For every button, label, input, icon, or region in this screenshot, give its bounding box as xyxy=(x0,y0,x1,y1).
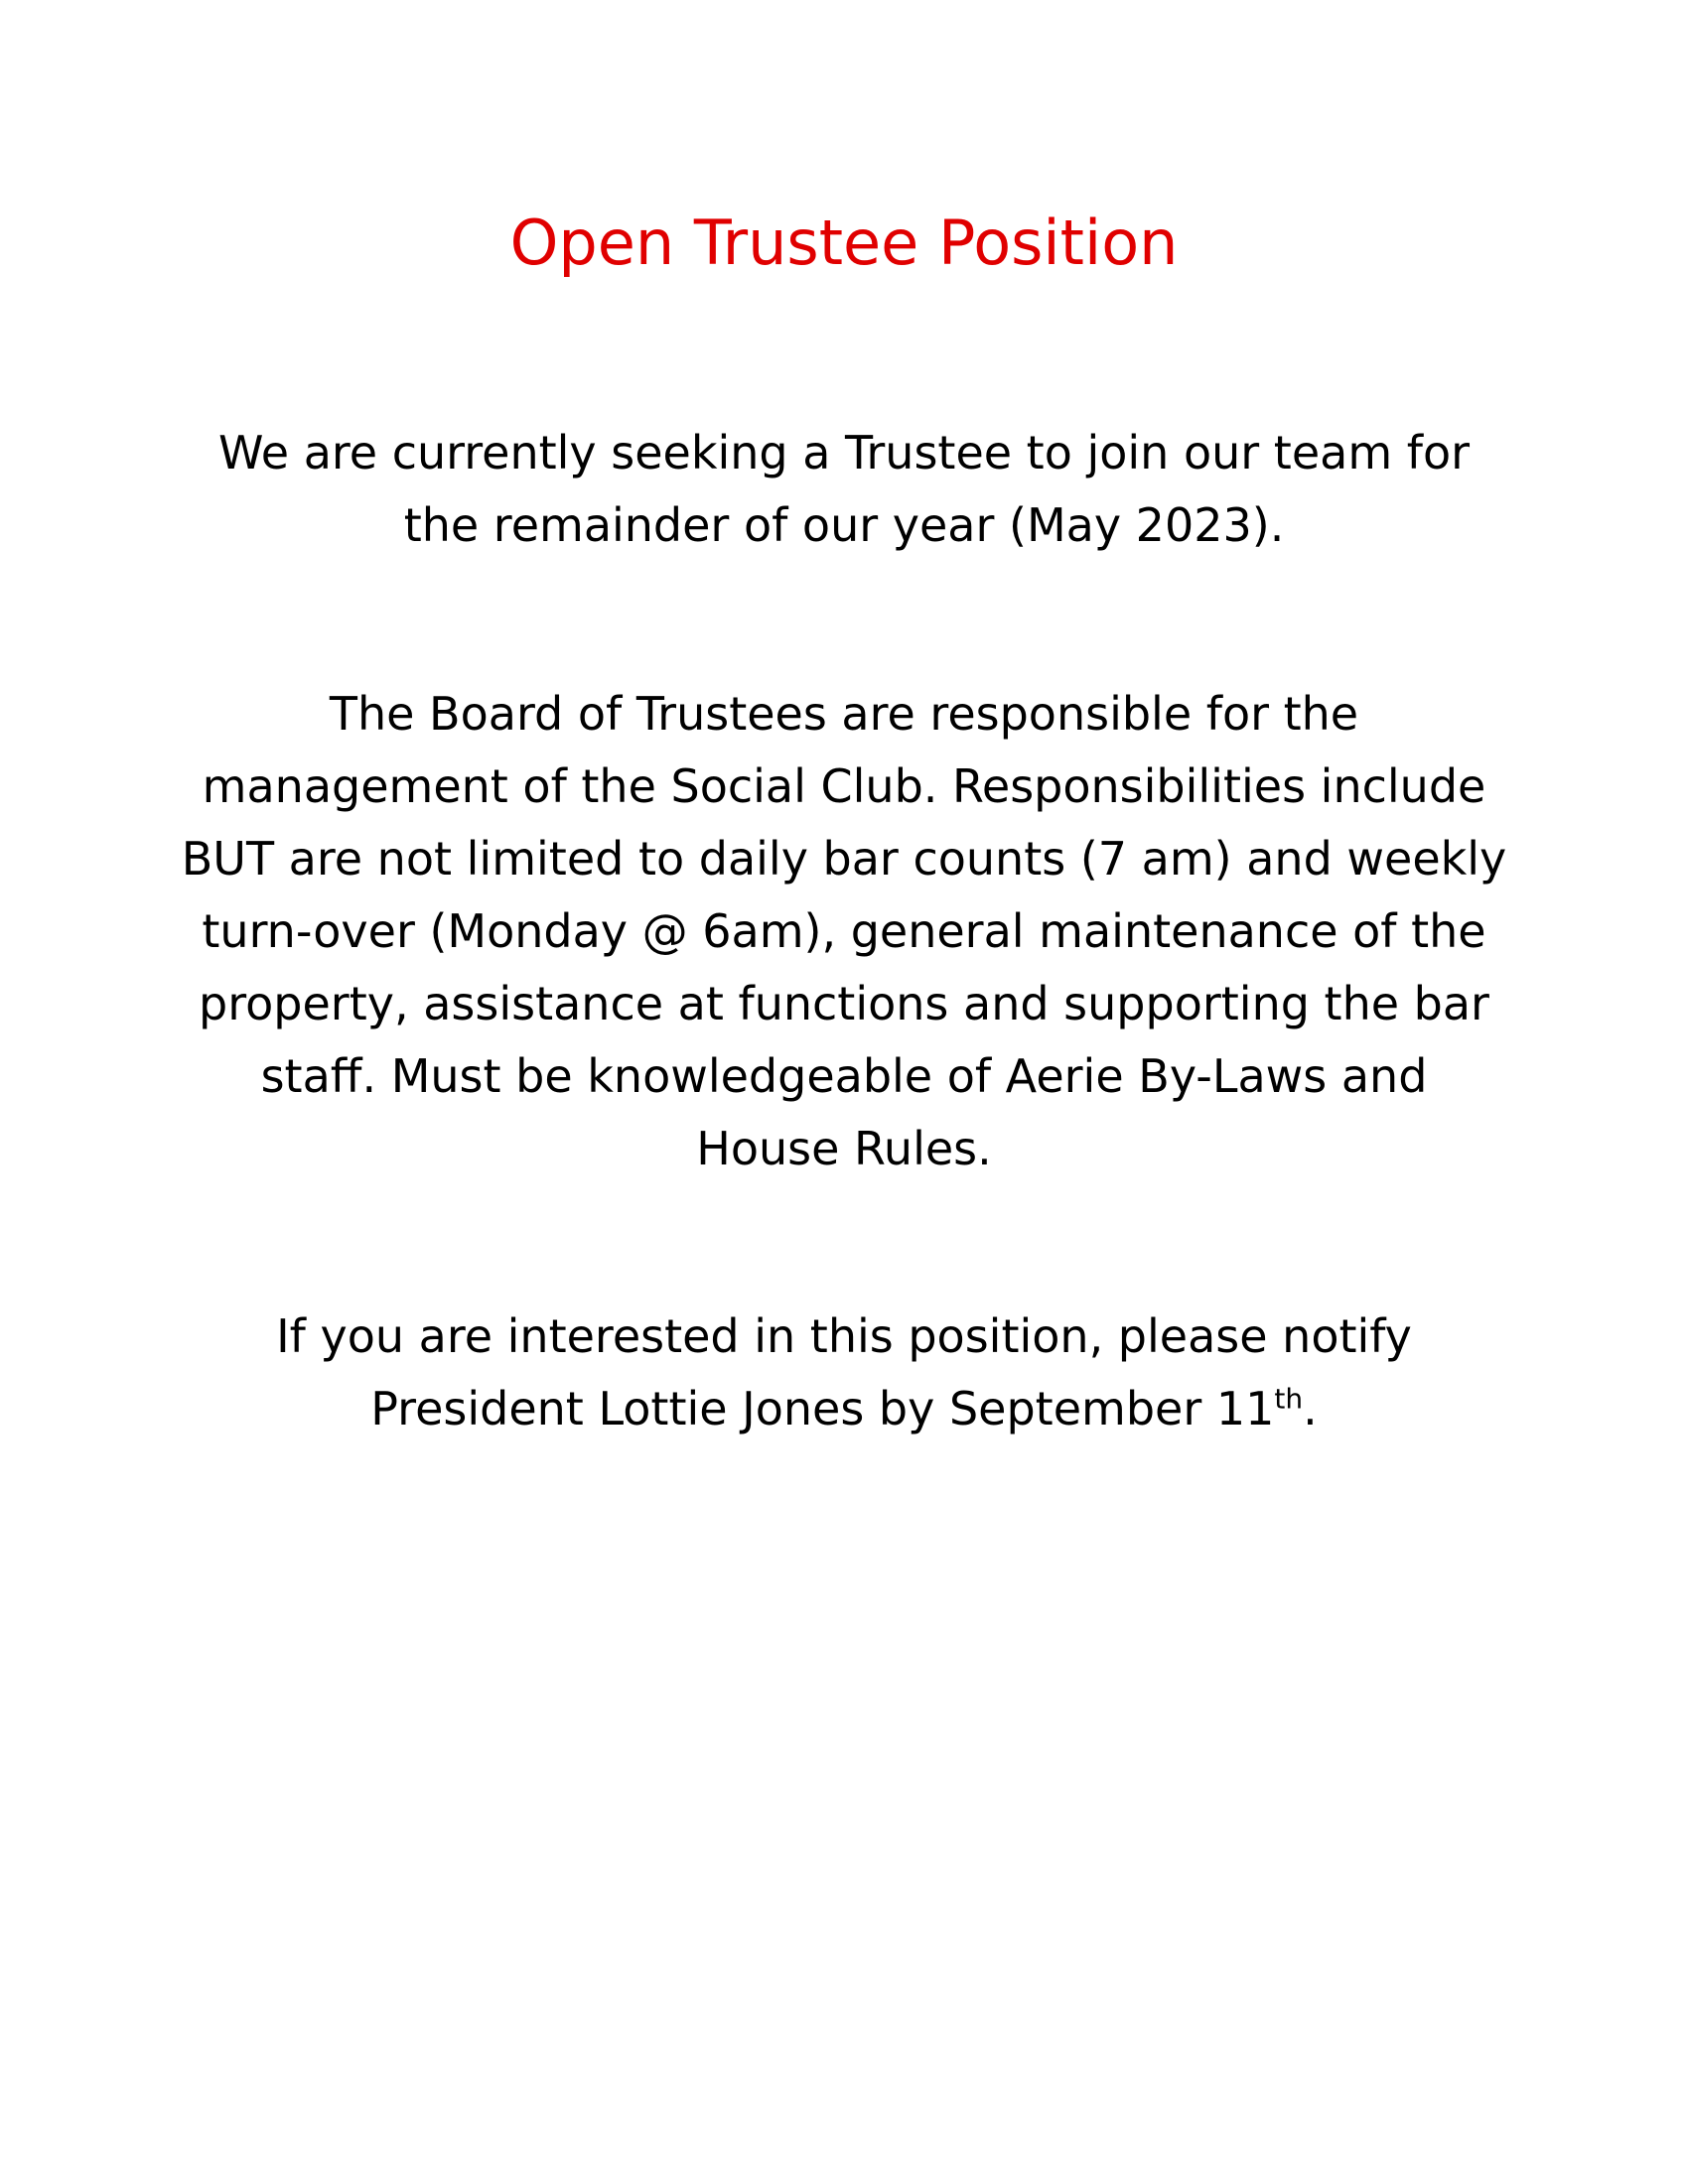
intro-paragraph xyxy=(149,417,1539,562)
page-title: Open Trustee Position xyxy=(509,206,1179,279)
contact-line-2 xyxy=(149,1373,1539,1445)
contact-paragraph xyxy=(149,1300,1539,1445)
intro-line-1: We are currently seeking a Trustee to join our team for xyxy=(217,426,1470,479)
responsibilities-line-3: BUT are not limited to daily bar counts (7 am) and weekly xyxy=(181,832,1507,886)
responsibilities-line-5: property, assistance at functions and supporting the bar xyxy=(199,977,1489,1030)
responsibilities-paragraph xyxy=(149,678,1539,1185)
responsibilities-line-1: The Board of Trustees are responsible for the xyxy=(329,687,1359,741)
responsibilities-line-2: management of the Social Club. Responsibilities include xyxy=(202,759,1486,813)
contact-line-2-end: . xyxy=(1303,1382,1318,1435)
ordinal-suffix: th xyxy=(1274,1382,1304,1416)
contact-line-2-text: President Lottie Jones by September 11 xyxy=(370,1382,1275,1435)
intro-line-2: the remainder of our year (May 2023). xyxy=(403,498,1285,552)
responsibilities-line-4: turn-over (Monday @ 6am), general maintenance of the xyxy=(202,904,1486,958)
responsibilities-line-6: staff. Must be knowledgeable of Aerie By-Laws and xyxy=(260,1049,1428,1103)
responsibilities-line-7: House Rules. xyxy=(696,1122,992,1175)
contact-line-1: If you are interested in this position, please notify xyxy=(276,1309,1412,1363)
